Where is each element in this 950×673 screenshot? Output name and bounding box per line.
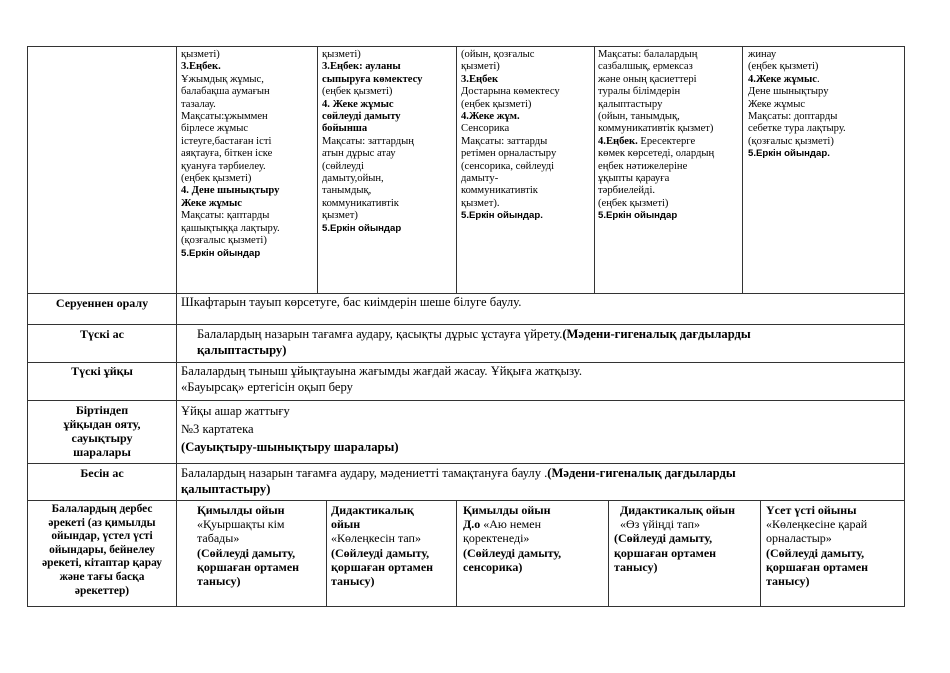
table-border-left: [27, 46, 28, 606]
column-divider: [176, 46, 177, 606]
row-divider: [27, 500, 905, 501]
snack-text: Балалардың назарын тағамға аудару, мәдениетті тамақтануға баулу .(Мәдени-гигеналық дағдыларды қалыптастыру): [181, 466, 736, 496]
row-label-nap: Түскі ұйқы: [71, 364, 133, 378]
row-label-independent-activity: Балалардың дербес әрекеті (аз қимылды ойындар, үстел үсті ойындары, бейнелеу әрекеті, кітаптар қарау және тағы басқа әрекеттер): [42, 503, 162, 597]
activity-cell-col2: қызметі) 3.Еңбек: ауланы сыпыруға көмектесу (еңбек қызметі) 4. Жеке жұмыс сөйлеуді дамыту бойынша Мақсаты: заттардың атын дұрыс атау (сөйлеуді дамыту,ойын, танымдық, коммуникативтік қызмет) 5.Еркін ойындар: [322, 49, 423, 234]
column-divider: [760, 500, 761, 606]
game-cell-col1: Қимылды ойын «Қуыршақты кім табады» (Сөйлеуді дамыту, қоршаған ортамен танысу): [197, 503, 300, 589]
table-border-bottom: [27, 606, 905, 607]
activity-cell-col1: қызметі) 3.Еңбек. Ұжымдық жұмыс, балабақша аумағын тазалау. Мақсаты:ұжыммен бірлесе жұмыс істеуге,бастаған істі аяқтауға, біткен іске қуануға тәрбиелеу. (еңбек қызметі) 4. Дене шынықтыру Жеке жұмыс Мақсаты: қаптарды қашықтыққа лақтыру. (қозғалыс қызметі) 5.Еркін ойындар: [181, 49, 280, 259]
row-label-snack: Бесін ас: [80, 466, 124, 480]
lunch-text: Балалардың назарын тағамға аудару, қасықты дұрыс ұстауға үйрету.(Мәдени-гигеналық дағдыларды қалыптастыру): [197, 327, 751, 357]
column-divider: [594, 46, 595, 293]
wake-up-text: Ұйқы ашар жаттығу №3 картатека (Сауықтыру-шынықтыру шаралары): [181, 404, 399, 454]
game-cell-col2: Дидактикалық ойын «Көлеңкесін тап» (Сөйлеуді дамыту, қоршаған ортамен танысу): [331, 503, 434, 589]
walk-return-text: Шкафтарын тауып көрсетуге, бас киімдерін шеше білуге баулу.: [181, 295, 522, 309]
column-divider: [742, 46, 743, 293]
game-cell-col5: Үсет үсті ойыны «Көлеңкесіне қарай орналастыр» (Сөйлеуді дамыту, қоршаған ортамен танысу): [766, 503, 869, 589]
row-label-wake-up: Біртіндеп ұйқыдан ояту, сауықтыру шаралары: [63, 403, 141, 459]
game-cell-col4: Дидактикалық ойын «Өз үйіңді тап» (Сөйлеуді дамыту, қоршаған ортамен танысу): [614, 503, 736, 574]
activity-cell-col3: (ойын, қозғалыс қызметі) 3.Еңбек Достарына көмектесу (еңбек қызметі) 4.Жеке жұм. Сенсорика Мақсаты: заттарды ретімен орналастыру (сенсорика, сөйлеуді дамыту- коммуникативтік қызмет). 5.Еркін ойындар.: [461, 49, 560, 222]
column-divider: [456, 46, 457, 293]
row-divider: [27, 400, 905, 401]
row-label-walk-return: Серуеннен оралу: [55, 296, 149, 310]
column-divider: [456, 500, 457, 606]
row-divider: [27, 324, 905, 325]
game-cell-col3: Қимылды ойын Д.о «Аю немен қоректенеді» (Сөйлеуді дамыту, сенсорика): [463, 503, 562, 574]
activity-cell-col5: жинау (еңбек қызметі) 4.Жеке жұмыс. Дене шынықтыру Жеке жұмыс Мақсаты: доптарды себетке тура лақтыру. (қозғалыс қызметі) 5.Еркін ойындар.: [748, 49, 846, 160]
table-border-right: [904, 46, 905, 606]
row-divider: [27, 463, 905, 464]
activity-cell-col4: Мақсаты: балалардың сазбалшық, ермексаз және оның қасиеттері туралы білімдерін қалыптастыру (ойын, танымдық, коммуникативтік қызмет) 4.Еңбек. Ересектерге көмек көрсетеді, олардың еңбек нәтижелеріне ұқыпты қарауға тәрбиелейді. (еңбек қызметі) 5.Еркін ойындар: [598, 49, 715, 222]
row-label-lunch: Түскі ас: [80, 327, 124, 341]
table-border-top: [27, 46, 905, 47]
column-divider: [608, 500, 609, 606]
nap-text: Балалардың тыныш ұйықтауына жағымды жағдай жасау. Ұйқыға жатқызу. «Бауырсақ» ертегісін оқып беру: [181, 364, 582, 394]
column-divider: [317, 46, 318, 293]
column-divider: [326, 500, 327, 606]
